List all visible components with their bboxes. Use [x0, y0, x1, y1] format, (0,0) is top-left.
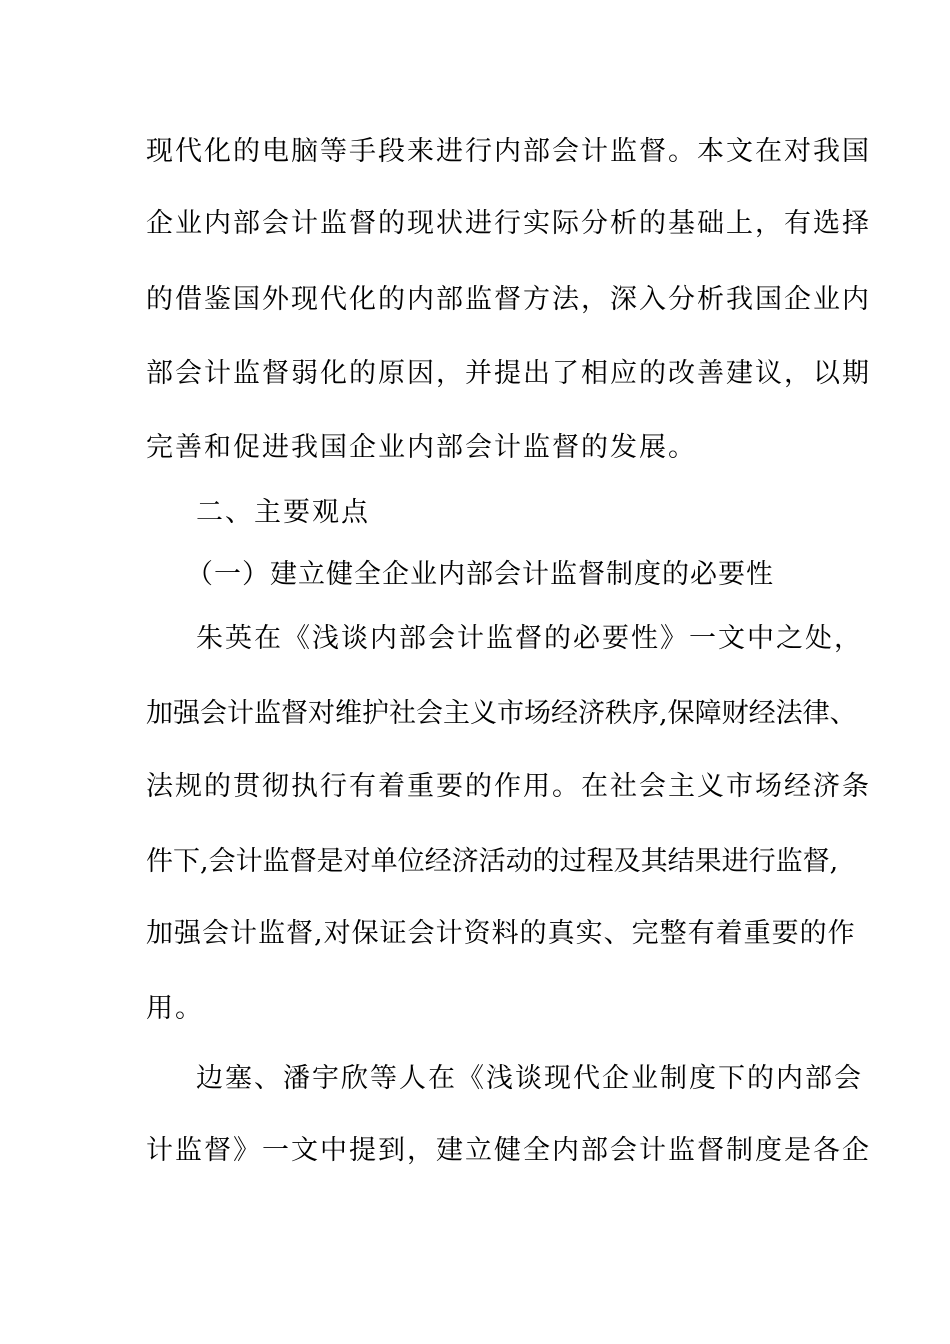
- text-line: 的借鉴国外现代化的内部监督方法，深入分析我国企业内: [146, 284, 871, 315]
- text-line: 件下,会计监督是对单位经济活动的过程及其结果进行监督,: [146, 846, 839, 877]
- text-line: 用。: [146, 993, 204, 1024]
- text-line: 完善和促进我国企业内部会计监督的发展。: [146, 432, 697, 463]
- section-heading: 二、主要观点: [196, 497, 370, 528]
- text-line: 法规的贯彻执行有着重要的作用。在社会主义市场经济条: [146, 771, 871, 802]
- text-line: 计监督》一文中提到，建立健全内部会计监督制度是各企: [146, 1135, 871, 1166]
- text-line: 加强会计监督,对保证会计资料的真实、完整有着重要的作: [146, 918, 856, 949]
- text-line: 加强会计监督对维护社会主义市场经济秩序,保障财经法律、: [146, 698, 857, 729]
- text-line: 朱英在《浅谈内部会计监督的必要性》一文中之处，: [196, 623, 863, 654]
- subsection-heading: （一）建立健全企业内部会计监督制度的必要性: [186, 559, 774, 590]
- text-line: 企业内部会计监督的现状进行实际分析的基础上，有选择: [146, 208, 871, 239]
- text-line: 部会计监督弱化的原因，并提出了相应的改善建议，以期: [146, 358, 871, 389]
- text-line: 边塞、潘宇欣等人在《浅谈现代企业制度下的内部会: [196, 1063, 863, 1094]
- text-line: 现代化的电脑等手段来进行内部会计监督。本文在对我国: [146, 136, 871, 167]
